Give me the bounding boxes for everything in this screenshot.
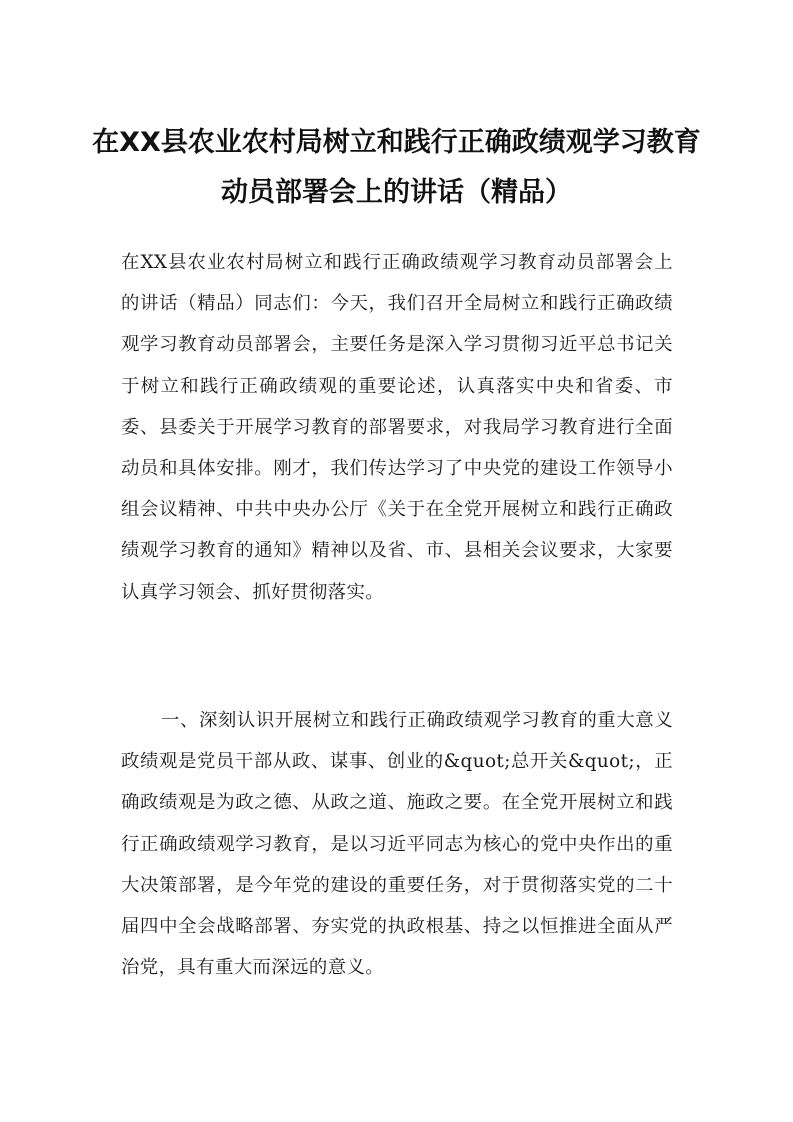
section-one-paragraph: 一、深刻认识开展树立和践行正确政绩观学习教育的重大意义政绩观是党员干部从政、谋事、创业的&quot;总开关&quot;，正确政绩观是为政之德、从政之道、施政之要。在全党开展树立和践行正确政绩观学习教育，是以习近平同志为核心的党中央作出的重大决策部署，是今年党的建设的重要任务，对于贯彻落实党的二十届四中全会战略部署、夯实党的执政根基、持之以恒推进全面从严治党，具有重大而深远的意义。 (121, 710, 673, 979)
intro-paragraph: 在XX县农业农村局树立和践行正确政绩观学习教育动员部署会上的讲话（精品）同志们：今天，我们召开全局树立和践行正确政绩观学习教育动员部署会，主要任务是深入学习贯彻习近平总书记关于树立和践行正确政绩观的重要论述，认真落实中央和省委、市委、县委关于开展学习教育的部署要求，对我局学习教育进行全面动员和具体安排。刚才，我们传达学习了中央党的建设工作领导小组会议精神、中共中央办公厅《关于在全党开展树立和践行正确政绩观学习教育的通知》精神以及省、市、县相关会议要求，大家要认真学习领会、抓好贯彻落实。 (121, 252, 673, 603)
document-title: 在XX县农业农村局树立和践行正确政绩观学习教育动员部署会上的讲话（精品） (92, 127, 701, 208)
